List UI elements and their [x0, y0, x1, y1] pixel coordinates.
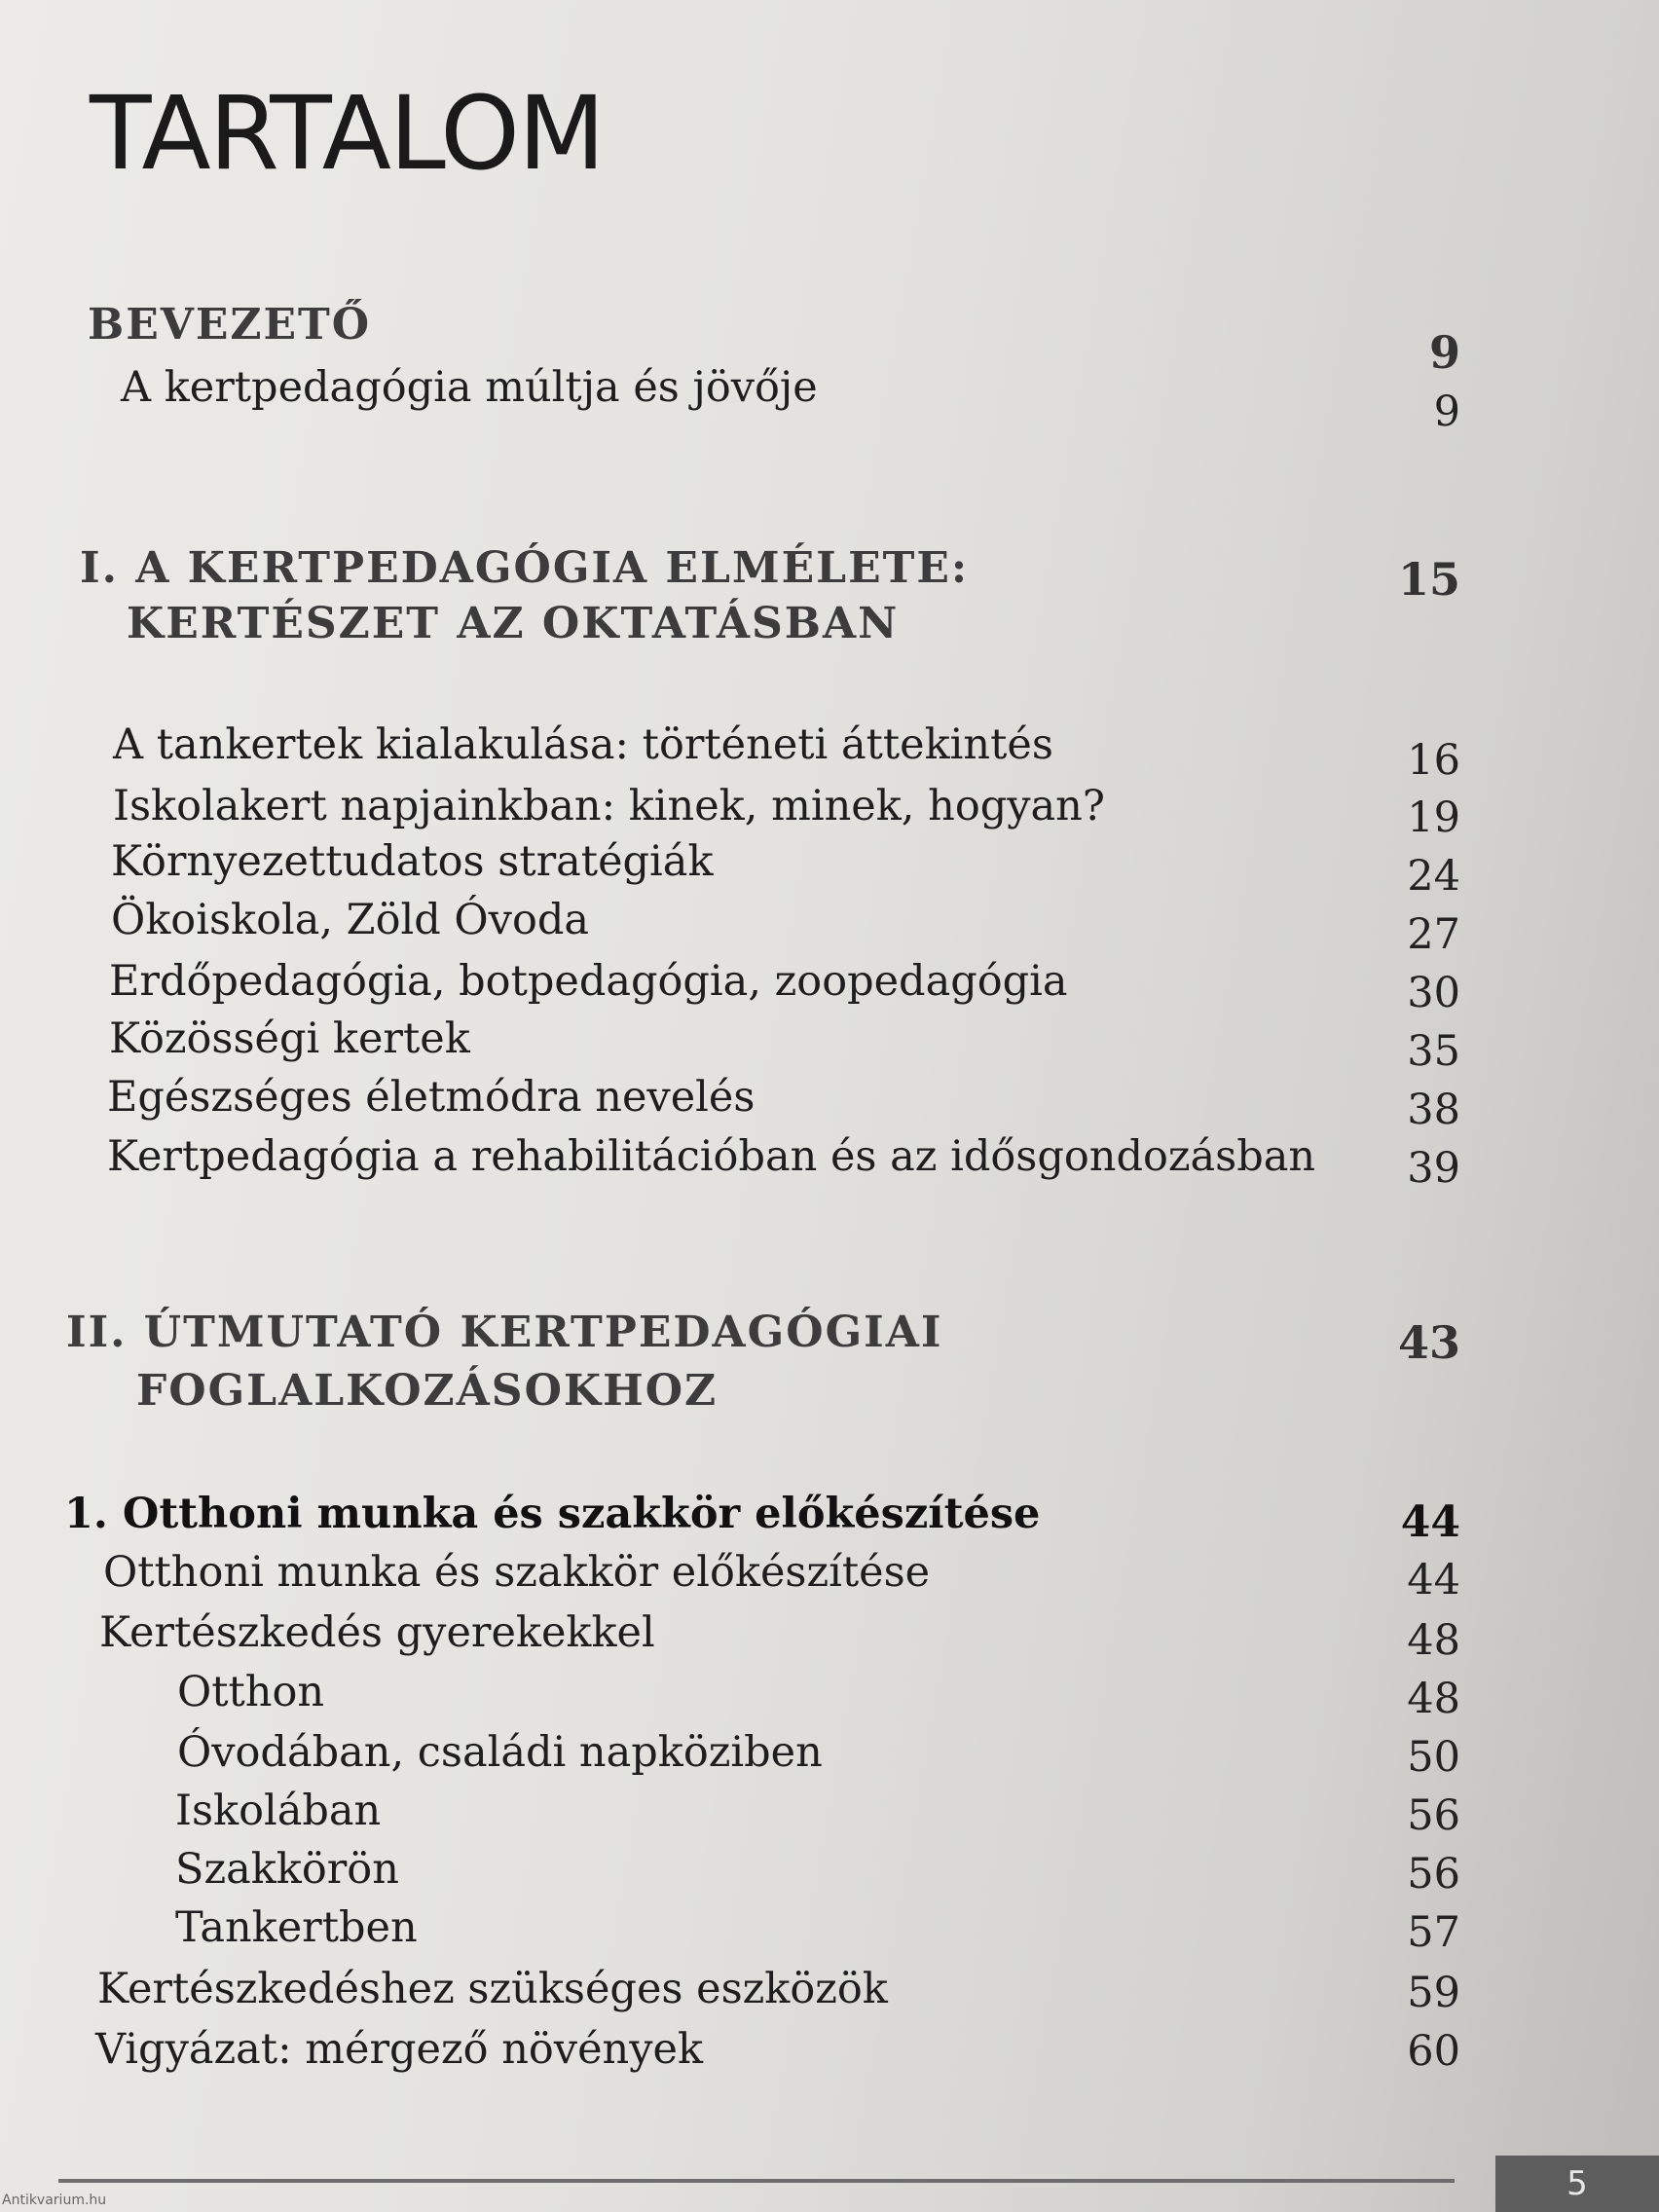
part1-heading-line1: I. A KERTPEDAGÓGIA ELMÉLETE: [80, 543, 970, 593]
toc-entry: Kertpedagógia a rehabilitációban és az idősgondozásban [107, 1132, 1316, 1181]
intro-heading: BEVEZETŐ [88, 300, 372, 350]
toc-entry-page: 56 [1407, 1791, 1460, 1840]
toc-entry: Otthoni munka és szakkör előkészítése [103, 1548, 931, 1597]
toc-entry: A kertpedagógia múltja és jövője [121, 363, 818, 412]
toc-entry-page: 16 [1407, 736, 1460, 785]
part2-page: 43 [1397, 1316, 1460, 1369]
toc-entry-page: 60 [1407, 2027, 1460, 2076]
toc-entry-page: 9 [1433, 387, 1460, 436]
toc-entry-page: 48 [1407, 1616, 1460, 1665]
chapter1-heading: 1. Otthoni munka és szakkör előkészítése [64, 1490, 1041, 1538]
toc-entry: Tankertben [175, 1903, 418, 1952]
toc-entry: Iskolában [175, 1787, 382, 1835]
toc-entry-page: 35 [1407, 1027, 1460, 1076]
footer-rule [58, 2179, 1455, 2183]
toc-entry: Iskolakert napjainkban: kinek, minek, hogyan? [113, 782, 1105, 830]
intro-page: 9 [1428, 326, 1460, 379]
toc-entry: Szakkörön [175, 1845, 399, 1894]
toc-entry-page: 48 [1407, 1675, 1460, 1723]
toc-entry-page: 19 [1407, 793, 1460, 842]
toc-entry-page: 50 [1407, 1733, 1460, 1782]
toc-entry-page: 57 [1407, 1908, 1460, 1957]
toc-entry: Kertészkedéshez szükséges eszközök [97, 1965, 888, 2013]
toc-entry-page: 24 [1407, 852, 1460, 901]
toc-entry-page: 56 [1407, 1850, 1460, 1899]
page-number-text: 5 [1567, 2164, 1588, 2203]
part2-heading-line1: II. ÚTMUTATÓ KERTPEDAGÓGIAI [66, 1308, 943, 1357]
toc-entry-page: 44 [1407, 1556, 1460, 1604]
toc-entry-page: 39 [1407, 1144, 1460, 1193]
chapter1-page: 44 [1400, 1497, 1460, 1547]
watermark: Antikvarium.hu [2, 2193, 107, 2208]
toc-entry: Ökoiskola, Zöld Óvoda [111, 896, 589, 944]
toc-entry: Egészséges életmódra nevelés [107, 1073, 756, 1122]
toc-entry: Kertészkedés gyerekekkel [99, 1608, 655, 1657]
page-title: TARTALOM [90, 74, 604, 193]
part1-page: 15 [1397, 553, 1460, 606]
toc-entry-page: 30 [1407, 969, 1460, 1017]
toc-entry: A tankertek kialakulása: történeti áttekintés [113, 720, 1053, 769]
toc-entry-page: 27 [1407, 910, 1460, 959]
part2-heading-line2: FOGLALKOZÁSOKHOZ [136, 1366, 719, 1416]
toc-entry: Környezettudatos stratégiák [111, 837, 714, 886]
toc-entry: Közösségi kertek [109, 1014, 470, 1063]
toc-entry: Erdőpedagógia, botpedagógia, zoopedagógia [109, 957, 1068, 1006]
part1-heading-line2: KERTÉSZET AZ OKTATÁSBAN [127, 599, 900, 648]
toc-entry-page: 38 [1407, 1086, 1460, 1134]
toc-entry: Otthon [177, 1668, 325, 1716]
toc-entry: Vigyázat: mérgező növények [95, 2025, 704, 2074]
page-number [1495, 2156, 1659, 2212]
toc-entry-page: 59 [1407, 1969, 1460, 2017]
toc-entry: Óvodában, családi napköziben [177, 1728, 823, 1777]
